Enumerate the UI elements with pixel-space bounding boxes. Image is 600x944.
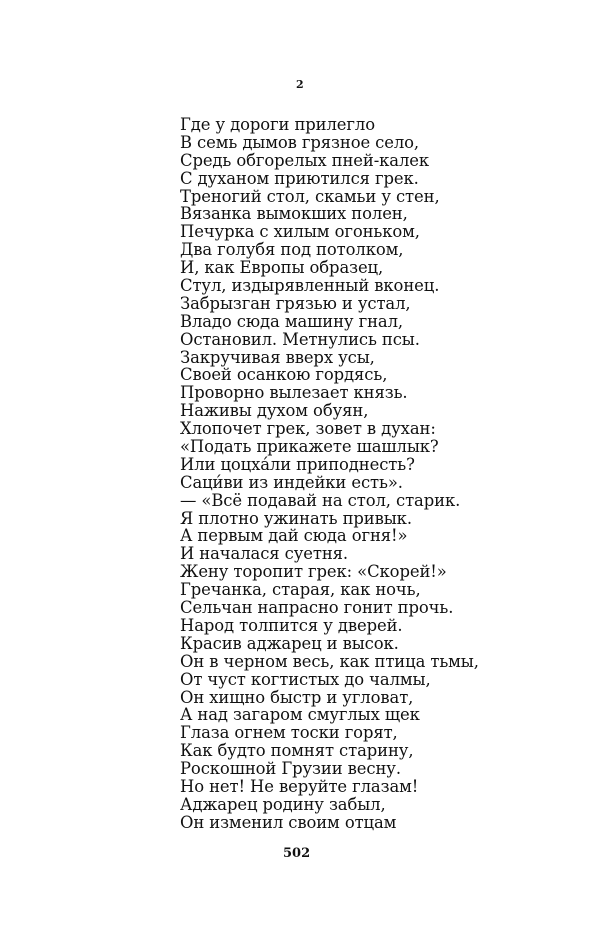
poem-line: Где у дороги прилегло — [180, 115, 375, 134]
poem-line: Народ толпится у дверей. — [180, 615, 403, 635]
poem-line: Печурка с хилым огоньком, — [180, 222, 420, 242]
page-number: 502 — [283, 846, 311, 861]
poem-line: Треногий стол, скамьи у стен, — [180, 186, 440, 206]
poem-text — [180, 116, 580, 832]
poem-line: Наживы духом обуян, — [180, 401, 369, 421]
section-number: 2 — [296, 78, 304, 91]
poem-line: Проворно вылезает князь. — [180, 383, 408, 403]
poem-line: Забрызган грязью и устал, — [180, 293, 411, 313]
poem-line: А над загаром смуглых щек — [180, 705, 420, 725]
poem-line: И началася суетня. — [180, 544, 348, 564]
poem-line: «Подать прикажете шашлык? — [180, 437, 439, 457]
poem-line: Глаза огнем тоски горят, — [180, 723, 398, 743]
poem-line: Гречанка, старая, как ночь, — [180, 580, 421, 600]
poem-line: И, как Европы образец, — [180, 258, 384, 278]
poem-line: Как будто помнят старину, — [180, 741, 414, 761]
poem-line: Он хищно быстр и угловат, — [180, 687, 414, 707]
poem-line: Жену торопит грек: «Скорей!» — [180, 562, 447, 582]
poem-line: Или цоцха́ли приподнесть? — [180, 454, 415, 474]
poem-line: Владо сюда машину гнал, — [180, 311, 403, 331]
poem-line: Но нет! Не веруйте глазам! — [180, 776, 419, 796]
poem-line: Саци́ви из индейки есть». — [180, 472, 403, 492]
poem-line: — «Всё подавай на стол, старик. — [180, 490, 461, 510]
poem-line: Два голубя под потолком, — [180, 240, 404, 260]
poem-line: Красив аджарец и высок. — [180, 633, 399, 653]
poem-line: А первым дай сюда огня!» — [180, 526, 408, 546]
poem-line: Стул, издырявленный вконец. — [180, 276, 440, 296]
poem-line: Он в черном весь, как птица тьмы, — [180, 651, 479, 671]
poem-line: Хлопочет грек, зовет в духан: — [180, 419, 436, 439]
poem-line: Вязанка вымокших полен, — [180, 204, 408, 224]
poem-line: Я плотно ужинать привык. — [180, 508, 412, 528]
poem-line: В семь дымов грязное село, — [180, 132, 420, 152]
poem-line: Своей осанкою гордясь, — [180, 365, 388, 385]
poem-line: Сельчан напрасно гонит прочь. — [180, 598, 454, 618]
poem-line: Средь обгорелых пней-калек — [180, 150, 430, 170]
poem-line: С духаном приютился грек. — [180, 168, 419, 188]
poem-line: Остановил. Метнулись псы. — [180, 329, 420, 349]
poem-line: Закручивая вверх усы, — [180, 347, 375, 367]
poem-line: Роскошной Грузии весну. — [180, 759, 401, 779]
poem-line: Он изменил своим отцам — [180, 812, 397, 832]
poem-line: Аджарец родину забыл, — [180, 794, 386, 814]
poem-line: От чуст когтистых до чалмы, — [180, 669, 431, 689]
